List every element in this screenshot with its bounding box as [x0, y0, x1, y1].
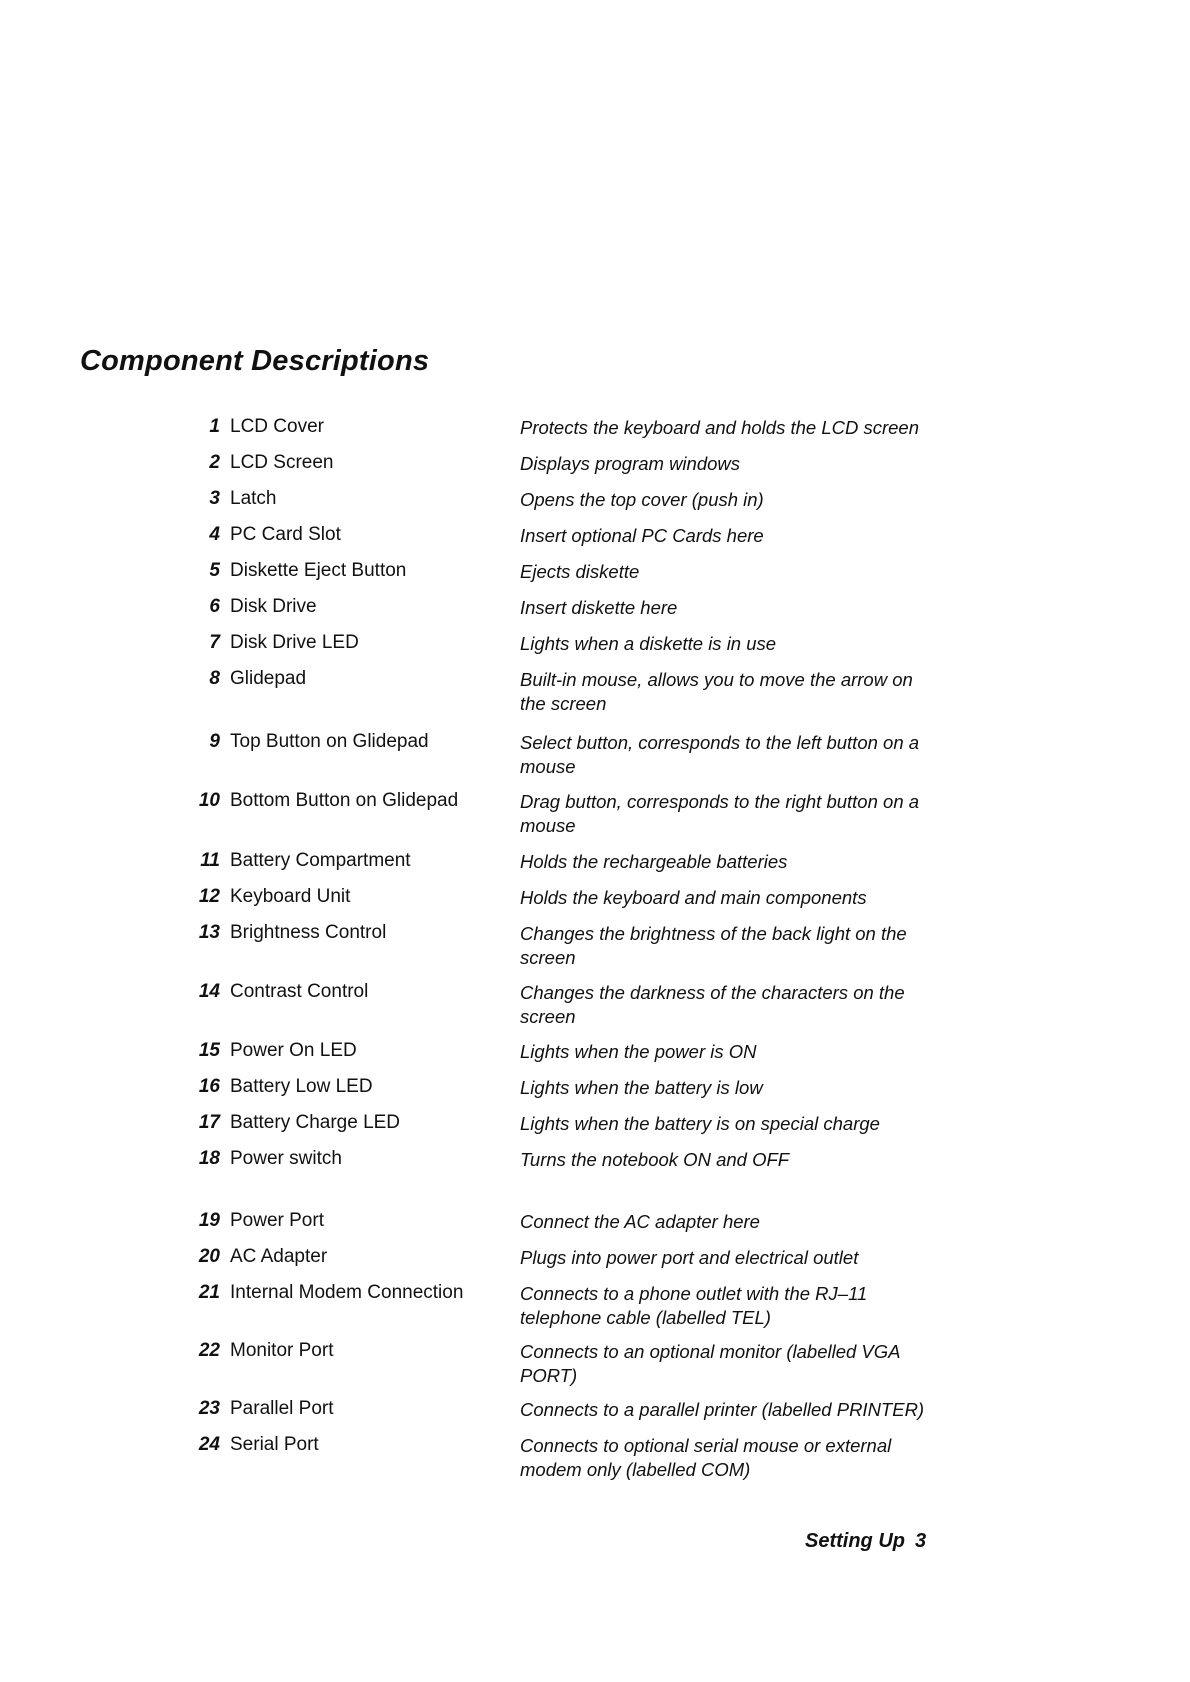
footer-section: Setting Up: [805, 1530, 905, 1552]
component-description: Plugs into power port and electrical outlet: [520, 1247, 859, 1268]
page-title: Component Descriptions: [80, 345, 430, 377]
component-number: 16: [198, 1076, 220, 1097]
component-number: 11: [200, 850, 220, 871]
component-description: Holds the keyboard and main components: [520, 887, 867, 908]
component-description: Changes the darkness of the characters on the screen: [520, 982, 905, 1027]
component-number: 18: [198, 1148, 220, 1169]
component-name: Contrast Control: [230, 981, 369, 1002]
component-name: Power Port: [230, 1210, 324, 1231]
component-name: LCD Screen: [230, 452, 334, 473]
component-name: Disk Drive LED: [230, 632, 359, 653]
component-number: 7: [209, 632, 220, 653]
component-number: 3: [209, 488, 220, 509]
component-description: Holds the rechargeable batteries: [520, 851, 788, 872]
component-description: Changes the brightness of the back light on the screen: [520, 923, 907, 968]
component-name: Battery Charge LED: [230, 1112, 401, 1133]
component-name: Internal Modem Connection: [230, 1282, 464, 1303]
component-number: 8: [209, 668, 220, 689]
component-description: Lights when the battery is low: [520, 1077, 763, 1098]
component-name: Bottom Button on Glidepad: [230, 790, 459, 811]
component-number: 1: [209, 416, 220, 437]
component-number: 21: [198, 1282, 220, 1303]
component-number: 2: [209, 452, 220, 473]
component-number: 9: [209, 731, 220, 752]
component-number: 5: [209, 560, 220, 581]
component-name: AC Adapter: [230, 1246, 328, 1267]
component-description: Connects to an optional monitor (labelled VGA PORT): [520, 1341, 900, 1386]
component-name: Diskette Eject Button: [230, 560, 407, 581]
component-number: 19: [198, 1210, 220, 1231]
component-description: Displays program windows: [520, 453, 741, 474]
component-number: 4: [209, 524, 220, 545]
component-description: Select button, corresponds to the left button on a mouse: [520, 732, 920, 777]
component-description: Protects the keyboard and holds the LCD screen: [520, 417, 920, 438]
component-description: Built-in mouse, allows you to move the arrow on the screen: [520, 669, 913, 714]
component-description: Connects to a phone outlet with the RJ–11 telephone cable (labelled TEL): [520, 1283, 868, 1328]
component-number: 13: [198, 922, 220, 943]
component-name: Glidepad: [230, 668, 307, 689]
component-name: Battery Compartment: [230, 850, 411, 871]
component-number: 24: [198, 1434, 220, 1455]
component-description: Opens the top cover (push in): [520, 489, 764, 510]
component-number: 6: [209, 596, 220, 617]
component-description: Insert optional PC Cards here: [520, 525, 764, 546]
component-description: Ejects diskette: [520, 561, 640, 582]
component-name: Parallel Port: [230, 1398, 334, 1419]
component-name: Keyboard Unit: [230, 886, 351, 907]
component-name: LCD Cover: [230, 416, 324, 437]
component-name: Latch: [230, 488, 277, 509]
component-number: 20: [198, 1246, 220, 1267]
component-name: Serial Port: [230, 1434, 319, 1455]
component-name: Power switch: [230, 1148, 342, 1169]
component-description: Turns the notebook ON and OFF: [520, 1149, 790, 1170]
component-name: Top Button on Glidepad: [230, 731, 429, 752]
component-description: Lights when the power is ON: [520, 1041, 757, 1062]
component-number: 17: [198, 1112, 220, 1133]
component-number: 15: [198, 1040, 220, 1061]
component-name: Disk Drive: [230, 596, 317, 617]
component-description: Drag button, corresponds to the right button on a mouse: [520, 791, 920, 836]
component-number: 14: [198, 981, 220, 1002]
page-footer: [805, 1530, 926, 1553]
component-description: Insert diskette here: [520, 597, 678, 618]
component-description: Lights when a diskette is in use: [520, 633, 777, 654]
component-name: Brightness Control: [230, 922, 387, 943]
component-description: Connects to a parallel printer (labelled PRINTER): [520, 1399, 925, 1420]
component-description: Connects to optional serial mouse or external modem only (labelled COM): [520, 1435, 892, 1480]
component-description: Lights when the battery is on special charge: [520, 1113, 880, 1134]
component-number: 23: [198, 1398, 220, 1419]
component-number: 10: [198, 790, 220, 811]
component-number: 22: [198, 1340, 220, 1361]
component-name: Monitor Port: [230, 1340, 334, 1361]
page-number: 3: [915, 1530, 927, 1552]
component-description: Connect the AC adapter here: [520, 1211, 760, 1232]
component-name: Power On LED: [230, 1040, 357, 1061]
component-number: 12: [198, 886, 220, 907]
component-name: Battery Low LED: [230, 1076, 373, 1097]
component-name: PC Card Slot: [230, 524, 341, 545]
